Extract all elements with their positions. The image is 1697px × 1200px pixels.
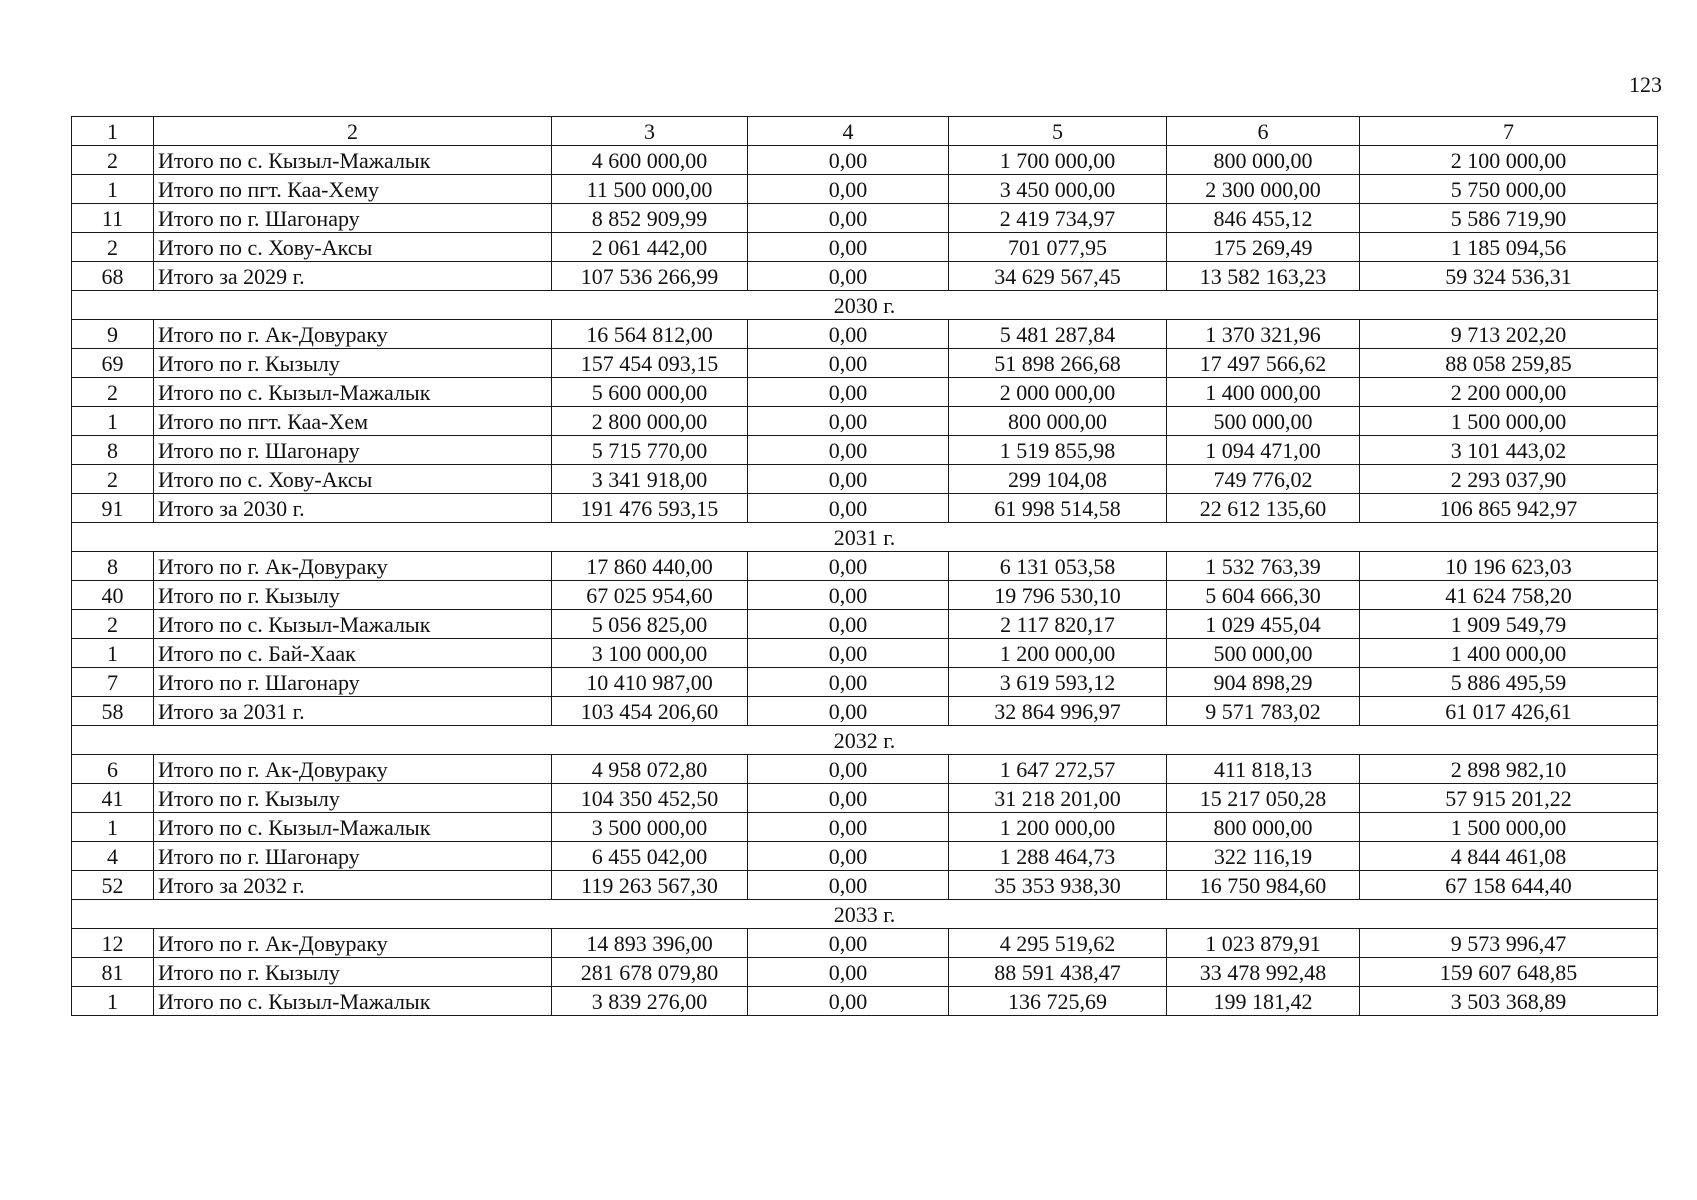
other-cell: 2 100 000,00 (1360, 146, 1658, 175)
other-cell: 1 185 094,56 (1360, 233, 1658, 262)
count-cell: 81 (72, 958, 154, 987)
table-row (72, 871, 1658, 900)
other-cell: 9 713 202,20 (1360, 320, 1658, 349)
regional-cell: 31 218 201,00 (949, 784, 1167, 813)
federal-cell: 0,00 (748, 697, 949, 726)
count-cell: 58 (72, 697, 154, 726)
table-row (72, 204, 1658, 233)
regional-cell: 701 077,95 (949, 233, 1167, 262)
name-cell: Итого по пгт. Каа-Хему (154, 175, 552, 204)
total-cell: 8 852 909,99 (552, 204, 748, 233)
name-cell: Итого по с. Бай-Хаак (154, 639, 552, 668)
total-cell: 191 476 593,15 (552, 494, 748, 523)
table-row (72, 320, 1658, 349)
total-cell: 103 454 206,60 (552, 697, 748, 726)
count-cell: 40 (72, 581, 154, 610)
total-cell: 3 100 000,00 (552, 639, 748, 668)
federal-cell: 0,00 (748, 378, 949, 407)
local-cell: 411 818,13 (1167, 755, 1360, 784)
other-cell: 2 898 982,10 (1360, 755, 1658, 784)
table-row (72, 552, 1658, 581)
table-row (72, 610, 1658, 639)
local-cell: 199 181,42 (1167, 987, 1360, 1016)
local-cell: 322 116,19 (1167, 842, 1360, 871)
regional-cell: 35 353 938,30 (949, 871, 1167, 900)
other-cell: 5 886 495,59 (1360, 668, 1658, 697)
regional-cell: 1 700 000,00 (949, 146, 1167, 175)
federal-cell: 0,00 (748, 552, 949, 581)
other-cell: 88 058 259,85 (1360, 349, 1658, 378)
count-cell: 6 (72, 755, 154, 784)
local-cell: 500 000,00 (1167, 639, 1360, 668)
regional-cell: 136 725,69 (949, 987, 1167, 1016)
other-cell: 1 909 549,79 (1360, 610, 1658, 639)
federal-cell: 0,00 (748, 407, 949, 436)
total-cell: 107 536 266,99 (552, 262, 748, 291)
regional-cell: 19 796 530,10 (949, 581, 1167, 610)
count-cell: 68 (72, 262, 154, 291)
other-cell: 57 915 201,22 (1360, 784, 1658, 813)
local-cell: 13 582 163,23 (1167, 262, 1360, 291)
local-cell: 800 000,00 (1167, 146, 1360, 175)
federal-cell: 0,00 (748, 262, 949, 291)
name-cell: Итого по г. Кызылу (154, 958, 552, 987)
count-cell: 2 (72, 233, 154, 262)
name-cell: Итого по г. Шагонару (154, 436, 552, 465)
column-number-cell: 3 (552, 117, 748, 146)
count-cell: 2 (72, 378, 154, 407)
year-section-label: 2033 г. (72, 900, 1658, 929)
column-number-cell: 6 (1167, 117, 1360, 146)
table-row (72, 842, 1658, 871)
column-number-cell: 5 (949, 117, 1167, 146)
federal-cell: 0,00 (748, 175, 949, 204)
table-row (72, 987, 1658, 1016)
local-cell: 175 269,49 (1167, 233, 1360, 262)
local-cell: 1 370 321,96 (1167, 320, 1360, 349)
other-cell: 61 017 426,61 (1360, 697, 1658, 726)
count-cell: 1 (72, 639, 154, 668)
federal-cell: 0,00 (748, 233, 949, 262)
table-row (72, 581, 1658, 610)
table-row (72, 349, 1658, 378)
table-row (72, 407, 1658, 436)
local-cell: 800 000,00 (1167, 813, 1360, 842)
federal-cell: 0,00 (748, 204, 949, 233)
count-cell: 52 (72, 871, 154, 900)
count-cell: 1 (72, 407, 154, 436)
other-cell: 2 200 000,00 (1360, 378, 1658, 407)
regional-cell: 3 619 593,12 (949, 668, 1167, 697)
total-cell: 157 454 093,15 (552, 349, 748, 378)
count-cell: 91 (72, 494, 154, 523)
other-cell: 159 607 648,85 (1360, 958, 1658, 987)
count-cell: 1 (72, 813, 154, 842)
regional-cell: 32 864 996,97 (949, 697, 1167, 726)
federal-cell: 0,00 (748, 813, 949, 842)
count-cell: 2 (72, 146, 154, 175)
name-cell: Итого за 2031 г. (154, 697, 552, 726)
federal-cell: 0,00 (748, 639, 949, 668)
count-cell: 7 (72, 668, 154, 697)
federal-cell: 0,00 (748, 494, 949, 523)
name-cell: Итого по пгт. Каа-Хем (154, 407, 552, 436)
table-row (72, 436, 1658, 465)
regional-cell: 4 295 519,62 (949, 929, 1167, 958)
regional-cell: 34 629 567,45 (949, 262, 1167, 291)
count-cell: 8 (72, 436, 154, 465)
other-cell: 9 573 996,47 (1360, 929, 1658, 958)
column-number-cell: 1 (72, 117, 154, 146)
total-cell: 119 263 567,30 (552, 871, 748, 900)
federal-cell: 0,00 (748, 871, 949, 900)
regional-cell: 3 450 000,00 (949, 175, 1167, 204)
name-cell: Итого по г. Кызылу (154, 349, 552, 378)
other-cell: 67 158 644,40 (1360, 871, 1658, 900)
count-cell: 12 (72, 929, 154, 958)
year-section-label: 2032 г. (72, 726, 1658, 755)
total-cell: 14 893 396,00 (552, 929, 748, 958)
table-row (72, 146, 1658, 175)
federal-cell: 0,00 (748, 929, 949, 958)
column-number-row (72, 117, 1658, 146)
local-cell: 5 604 666,30 (1167, 581, 1360, 610)
count-cell: 11 (72, 204, 154, 233)
total-cell: 281 678 079,80 (552, 958, 748, 987)
regional-cell: 61 998 514,58 (949, 494, 1167, 523)
regional-cell: 5 481 287,84 (949, 320, 1167, 349)
table-row (72, 929, 1658, 958)
other-cell: 1 400 000,00 (1360, 639, 1658, 668)
other-cell: 5 586 719,90 (1360, 204, 1658, 233)
federal-cell: 0,00 (748, 842, 949, 871)
total-cell: 16 564 812,00 (552, 320, 748, 349)
table-row (72, 668, 1658, 697)
local-cell: 2 300 000,00 (1167, 175, 1360, 204)
name-cell: Итого по с. Кызыл-Мажалык (154, 987, 552, 1016)
count-cell: 2 (72, 610, 154, 639)
table-row (72, 494, 1658, 523)
regional-cell: 1 647 272,57 (949, 755, 1167, 784)
name-cell: Итого по г. Ак-Довураку (154, 552, 552, 581)
column-number-cell: 4 (748, 117, 949, 146)
year-section-row (72, 523, 1658, 552)
other-cell: 4 844 461,08 (1360, 842, 1658, 871)
count-cell: 1 (72, 175, 154, 204)
count-cell: 69 (72, 349, 154, 378)
count-cell: 9 (72, 320, 154, 349)
total-cell: 2 061 442,00 (552, 233, 748, 262)
regional-cell: 800 000,00 (949, 407, 1167, 436)
federal-cell: 0,00 (748, 320, 949, 349)
federal-cell: 0,00 (748, 784, 949, 813)
table-body (72, 117, 1658, 1016)
local-cell: 15 217 050,28 (1167, 784, 1360, 813)
name-cell: Итого за 2030 г. (154, 494, 552, 523)
total-cell: 5 600 000,00 (552, 378, 748, 407)
other-cell: 5 750 000,00 (1360, 175, 1658, 204)
column-number-cell: 2 (154, 117, 552, 146)
regional-cell: 299 104,08 (949, 465, 1167, 494)
regional-cell: 1 200 000,00 (949, 813, 1167, 842)
table-row (72, 233, 1658, 262)
local-cell: 500 000,00 (1167, 407, 1360, 436)
total-cell: 6 455 042,00 (552, 842, 748, 871)
count-cell: 4 (72, 842, 154, 871)
total-cell: 11 500 000,00 (552, 175, 748, 204)
regional-cell: 51 898 266,68 (949, 349, 1167, 378)
local-cell: 1 532 763,39 (1167, 552, 1360, 581)
regional-cell: 1 519 855,98 (949, 436, 1167, 465)
name-cell: Итого по г. Ак-Довураку (154, 755, 552, 784)
table-row (72, 755, 1658, 784)
total-cell: 4 958 072,80 (552, 755, 748, 784)
federal-cell: 0,00 (748, 436, 949, 465)
name-cell: Итого по г. Кызылу (154, 784, 552, 813)
name-cell: Итого по г. Кызылу (154, 581, 552, 610)
total-cell: 3 500 000,00 (552, 813, 748, 842)
table-row (72, 465, 1658, 494)
local-cell: 17 497 566,62 (1167, 349, 1360, 378)
federal-cell: 0,00 (748, 349, 949, 378)
total-cell: 17 860 440,00 (552, 552, 748, 581)
name-cell: Итого по с. Кызыл-Мажалык (154, 378, 552, 407)
other-cell: 1 500 000,00 (1360, 813, 1658, 842)
federal-cell: 0,00 (748, 581, 949, 610)
other-cell: 3 101 443,02 (1360, 436, 1658, 465)
local-cell: 16 750 984,60 (1167, 871, 1360, 900)
federal-cell: 0,00 (748, 987, 949, 1016)
count-cell: 41 (72, 784, 154, 813)
other-cell: 41 624 758,20 (1360, 581, 1658, 610)
count-cell: 1 (72, 987, 154, 1016)
federal-cell: 0,00 (748, 668, 949, 697)
name-cell: Итого по с. Кызыл-Мажалык (154, 146, 552, 175)
federal-cell: 0,00 (748, 755, 949, 784)
local-cell: 1 023 879,91 (1167, 929, 1360, 958)
local-cell: 9 571 783,02 (1167, 697, 1360, 726)
total-cell: 10 410 987,00 (552, 668, 748, 697)
local-cell: 904 898,29 (1167, 668, 1360, 697)
table-row (72, 378, 1658, 407)
name-cell: Итого по с. Хову-Аксы (154, 465, 552, 494)
year-section-label: 2031 г. (72, 523, 1658, 552)
name-cell: Итого по с. Кызыл-Мажалык (154, 813, 552, 842)
local-cell: 33 478 992,48 (1167, 958, 1360, 987)
total-cell: 4 600 000,00 (552, 146, 748, 175)
local-cell: 22 612 135,60 (1167, 494, 1360, 523)
regional-cell: 2 117 820,17 (949, 610, 1167, 639)
budget-table (71, 116, 1658, 1016)
name-cell: Итого по г. Шагонару (154, 842, 552, 871)
total-cell: 3 839 276,00 (552, 987, 748, 1016)
federal-cell: 0,00 (748, 610, 949, 639)
federal-cell: 0,00 (748, 146, 949, 175)
year-section-row (72, 900, 1658, 929)
other-cell: 3 503 368,89 (1360, 987, 1658, 1016)
table-row (72, 958, 1658, 987)
name-cell: Итого по г. Ак-Довураку (154, 929, 552, 958)
table-row (72, 175, 1658, 204)
regional-cell: 1 288 464,73 (949, 842, 1167, 871)
name-cell: Итого по с. Хову-Аксы (154, 233, 552, 262)
other-cell: 59 324 536,31 (1360, 262, 1658, 291)
year-section-row (72, 726, 1658, 755)
page-number: 123 (1629, 72, 1662, 97)
regional-cell: 88 591 438,47 (949, 958, 1167, 987)
other-cell: 106 865 942,97 (1360, 494, 1658, 523)
count-cell: 2 (72, 465, 154, 494)
federal-cell: 0,00 (748, 465, 949, 494)
federal-cell: 0,00 (748, 958, 949, 987)
total-cell: 5 056 825,00 (552, 610, 748, 639)
table-row (72, 784, 1658, 813)
name-cell: Итого по г. Шагонару (154, 204, 552, 233)
total-cell: 5 715 770,00 (552, 436, 748, 465)
name-cell: Итого по г. Ак-Довураку (154, 320, 552, 349)
local-cell: 749 776,02 (1167, 465, 1360, 494)
table-row (72, 813, 1658, 842)
other-cell: 1 500 000,00 (1360, 407, 1658, 436)
other-cell: 2 293 037,90 (1360, 465, 1658, 494)
local-cell: 846 455,12 (1167, 204, 1360, 233)
total-cell: 2 800 000,00 (552, 407, 748, 436)
regional-cell: 1 200 000,00 (949, 639, 1167, 668)
name-cell: Итого по с. Кызыл-Мажалык (154, 610, 552, 639)
name-cell: Итого за 2032 г. (154, 871, 552, 900)
regional-cell: 2 419 734,97 (949, 204, 1167, 233)
table-row (72, 639, 1658, 668)
column-number-cell: 7 (1360, 117, 1658, 146)
local-cell: 1 400 000,00 (1167, 378, 1360, 407)
name-cell: Итого по г. Шагонару (154, 668, 552, 697)
name-cell: Итого за 2029 г. (154, 262, 552, 291)
year-section-row (72, 291, 1658, 320)
other-cell: 10 196 623,03 (1360, 552, 1658, 581)
table-row (72, 697, 1658, 726)
total-cell: 67 025 954,60 (552, 581, 748, 610)
year-section-label: 2030 г. (72, 291, 1658, 320)
total-cell: 104 350 452,50 (552, 784, 748, 813)
table-row (72, 262, 1658, 291)
regional-cell: 2 000 000,00 (949, 378, 1167, 407)
total-cell: 3 341 918,00 (552, 465, 748, 494)
regional-cell: 6 131 053,58 (949, 552, 1167, 581)
local-cell: 1 094 471,00 (1167, 436, 1360, 465)
local-cell: 1 029 455,04 (1167, 610, 1360, 639)
count-cell: 8 (72, 552, 154, 581)
